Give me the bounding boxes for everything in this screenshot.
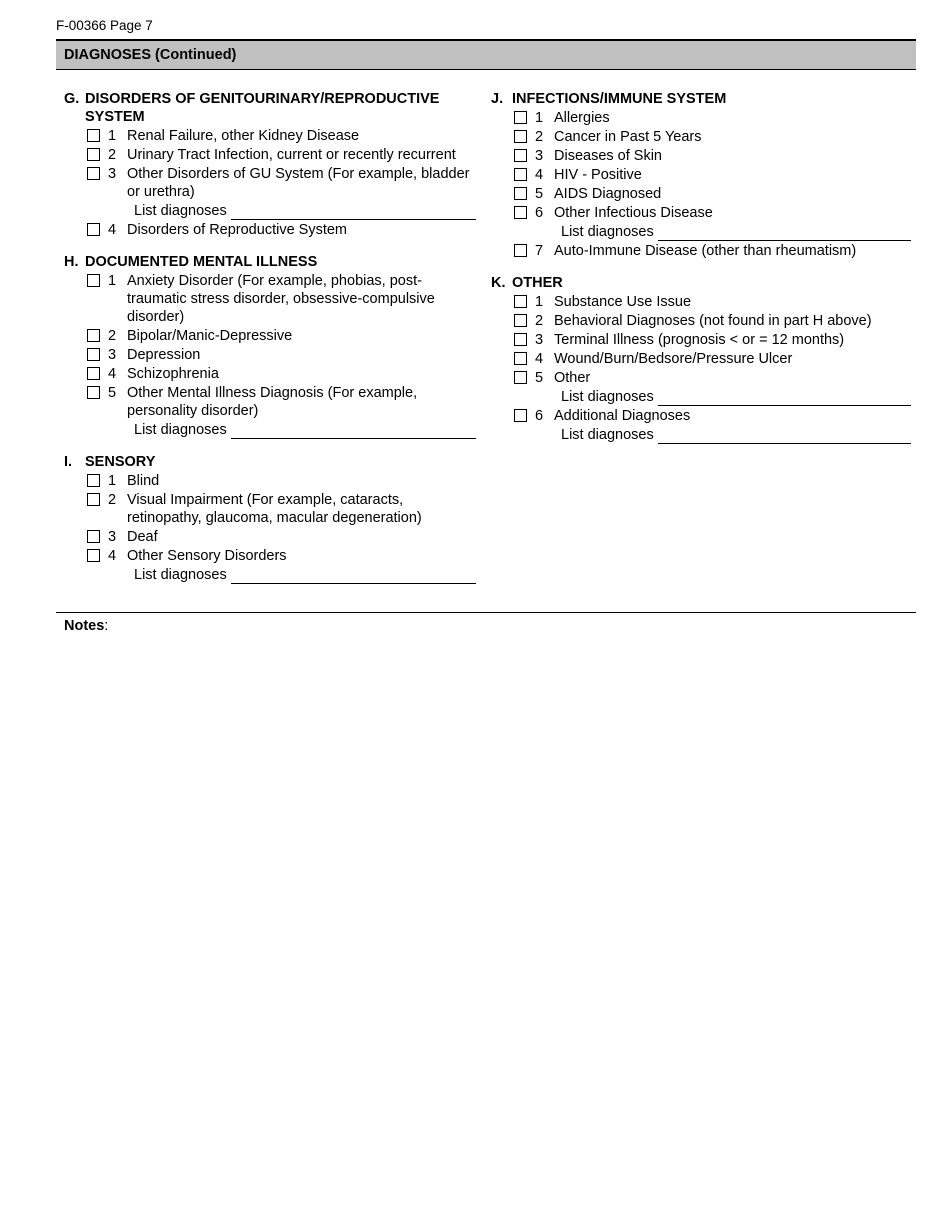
list-diagnoses-row	[134, 202, 476, 220]
item-number: 2	[535, 129, 544, 145]
group-g-heading	[64, 90, 476, 126]
item-label: Other	[554, 370, 591, 386]
item-number: 2	[535, 313, 544, 329]
item-number: 1	[535, 110, 544, 126]
checkbox[interactable]	[514, 295, 527, 308]
checkbox[interactable]	[87, 474, 100, 487]
list-item	[64, 547, 476, 565]
list-diagnoses-row	[134, 566, 476, 584]
item-label: Allergies	[554, 110, 610, 126]
list-diagnoses-row	[561, 223, 911, 241]
checkbox[interactable]	[514, 371, 527, 384]
checkbox[interactable]	[87, 148, 100, 161]
item-number: 1	[108, 273, 117, 289]
group-title: SENSORY	[85, 454, 156, 470]
checkbox[interactable]	[87, 493, 100, 506]
list-diagnoses-label: List diagnoses	[561, 389, 654, 405]
group-title: DOCUMENTED MENTAL ILLNESS	[85, 254, 318, 270]
item-label: Terminal Illness (prognosis < or = 12 months)	[554, 332, 845, 348]
list-item	[64, 327, 476, 345]
checkbox[interactable]	[514, 111, 527, 124]
item-number: 1	[108, 473, 117, 489]
group-h	[64, 253, 476, 439]
item-label: Other Mental Illness Diagnosis (For example, personality disorder)	[127, 385, 418, 419]
notes-label: Notes	[64, 618, 105, 634]
list-item	[64, 221, 476, 239]
checkbox[interactable]	[514, 409, 527, 422]
list-diagnoses-label: List diagnoses	[134, 422, 227, 438]
list-diagnoses-field[interactable]	[658, 428, 911, 444]
item-number: 4	[535, 351, 544, 367]
list-item	[64, 346, 476, 364]
item-label: Bipolar/Manic-Depressive	[127, 328, 293, 344]
item-number: 3	[108, 347, 117, 363]
group-letter: G.	[64, 91, 80, 107]
group-h-heading	[64, 253, 476, 271]
list-diagnoses-label: List diagnoses	[134, 567, 227, 583]
list-item	[491, 166, 911, 184]
page-label: F-00366 Page 7	[56, 18, 153, 33]
group-i	[64, 453, 476, 584]
checkbox[interactable]	[514, 352, 527, 365]
item-label: Urinary Tract Infection, current or recently recurrent	[127, 147, 456, 163]
checkbox[interactable]	[514, 149, 527, 162]
list-item	[491, 204, 911, 222]
item-label: Additional Diagnoses	[554, 408, 691, 424]
list-item	[491, 109, 911, 127]
item-label: Wound/Burn/Bedsore/Pressure Ulcer	[554, 351, 793, 367]
list-item	[491, 185, 911, 203]
group-j	[491, 90, 911, 260]
checkbox[interactable]	[87, 167, 100, 180]
group-g	[64, 90, 476, 239]
item-number: 4	[535, 167, 544, 183]
list-item	[491, 350, 911, 368]
item-label: Anxiety Disorder (For example, phobias, post-traumatic stress disorder, obsessive-compulsive disorder)	[127, 273, 435, 325]
group-k	[491, 274, 911, 444]
checkbox[interactable]	[87, 530, 100, 543]
group-title: DISORDERS OF GENITOURINARY/REPRODUCTIVE SYSTEM	[85, 91, 440, 125]
list-item	[64, 127, 476, 145]
checkbox[interactable]	[87, 329, 100, 342]
list-item	[64, 472, 476, 490]
section-title: DIAGNOSES (Continued)	[64, 47, 237, 63]
list-item	[64, 365, 476, 383]
item-number: 4	[108, 366, 117, 382]
item-number: 5	[108, 385, 117, 401]
checkbox[interactable]	[87, 129, 100, 142]
item-label: Blind	[127, 473, 160, 489]
checkbox[interactable]	[87, 549, 100, 562]
list-diagnoses-row	[561, 426, 911, 444]
item-number: 5	[535, 370, 544, 386]
list-diagnoses-label: List diagnoses	[561, 427, 654, 443]
checkbox[interactable]	[514, 168, 527, 181]
list-item	[64, 384, 476, 420]
group-k-heading	[491, 274, 911, 292]
list-item	[491, 128, 911, 146]
list-item	[64, 165, 476, 201]
list-item	[491, 312, 911, 330]
item-number: 1	[108, 128, 117, 144]
section-banner	[56, 39, 916, 70]
item-label: Schizophrenia	[127, 366, 219, 382]
item-number: 4	[108, 548, 117, 564]
list-item	[64, 491, 476, 527]
group-letter: K.	[491, 275, 506, 291]
checkbox[interactable]	[87, 274, 100, 287]
item-number: 7	[535, 243, 544, 259]
item-number: 4	[108, 222, 117, 238]
item-label: Other Infectious Disease	[554, 205, 713, 221]
item-number: 2	[108, 328, 117, 344]
item-label: Depression	[127, 347, 201, 363]
group-letter: H.	[64, 254, 79, 270]
item-label: Behavioral Diagnoses (not found in part H above)	[554, 313, 872, 329]
item-number: 3	[535, 332, 544, 348]
list-item	[491, 147, 911, 165]
notes-field[interactable]	[56, 640, 916, 1200]
divider	[56, 612, 916, 613]
checkbox[interactable]	[87, 223, 100, 236]
group-title: OTHER	[512, 275, 563, 291]
list-diagnoses-field[interactable]	[658, 225, 911, 241]
notes-colon: :	[104, 618, 109, 634]
group-title: INFECTIONS/IMMUNE SYSTEM	[512, 91, 727, 107]
list-item	[64, 528, 476, 546]
checkbox[interactable]	[514, 333, 527, 346]
list-item	[491, 242, 911, 260]
list-item	[491, 293, 911, 311]
checkbox[interactable]	[514, 314, 527, 327]
list-diagnoses-label: List diagnoses	[561, 224, 654, 240]
checkbox[interactable]	[514, 187, 527, 200]
item-number: 2	[108, 492, 117, 508]
list-diagnoses-field[interactable]	[231, 423, 476, 439]
list-diagnoses-field[interactable]	[231, 568, 476, 584]
item-label: Other Disorders of GU System (For example, bladder or urethra)	[127, 166, 470, 200]
item-label: Visual Impairment (For example, cataracts, retinopathy, glaucoma, macular degeneration)	[127, 492, 422, 526]
list-diagnoses-row	[134, 421, 476, 439]
checkbox[interactable]	[514, 244, 527, 257]
group-i-heading	[64, 453, 476, 471]
list-diagnoses-field[interactable]	[658, 390, 911, 406]
item-label: Substance Use Issue	[554, 294, 692, 310]
item-number: 2	[108, 147, 117, 163]
item-number: 6	[535, 205, 544, 221]
item-label: AIDS Diagnosed	[554, 186, 662, 202]
item-label: Auto-Immune Disease (other than rheumatism)	[554, 243, 857, 259]
item-label: Deaf	[127, 529, 158, 545]
item-number: 6	[535, 408, 544, 424]
group-letter: J.	[491, 91, 504, 107]
left-column	[64, 90, 476, 598]
checkbox[interactable]	[87, 367, 100, 380]
item-number: 1	[535, 294, 544, 310]
list-item	[491, 331, 911, 349]
item-label: Disorders of Reproductive System	[127, 222, 347, 238]
list-item	[64, 146, 476, 164]
list-item	[64, 272, 476, 326]
group-j-heading	[491, 90, 911, 108]
checkbox[interactable]	[514, 206, 527, 219]
item-label: Other Sensory Disorders	[127, 548, 287, 564]
item-label: Diseases of Skin	[554, 148, 662, 164]
item-label: Renal Failure, other Kidney Disease	[127, 128, 360, 144]
group-letter: I.	[64, 454, 73, 470]
checkbox[interactable]	[514, 130, 527, 143]
checkbox[interactable]	[87, 386, 100, 399]
list-item	[491, 369, 911, 387]
list-diagnoses-row	[561, 388, 911, 406]
list-diagnoses-label: List diagnoses	[134, 203, 227, 219]
list-item	[491, 407, 911, 425]
item-number: 3	[535, 148, 544, 164]
item-label: Cancer in Past 5 Years	[554, 129, 702, 145]
item-number: 3	[108, 529, 117, 545]
right-column	[491, 90, 911, 458]
checkbox[interactable]	[87, 348, 100, 361]
item-label: HIV - Positive	[554, 167, 642, 183]
item-number: 3	[108, 166, 117, 182]
notes-heading	[64, 618, 108, 634]
item-number: 5	[535, 186, 544, 202]
list-diagnoses-field[interactable]	[231, 204, 476, 220]
